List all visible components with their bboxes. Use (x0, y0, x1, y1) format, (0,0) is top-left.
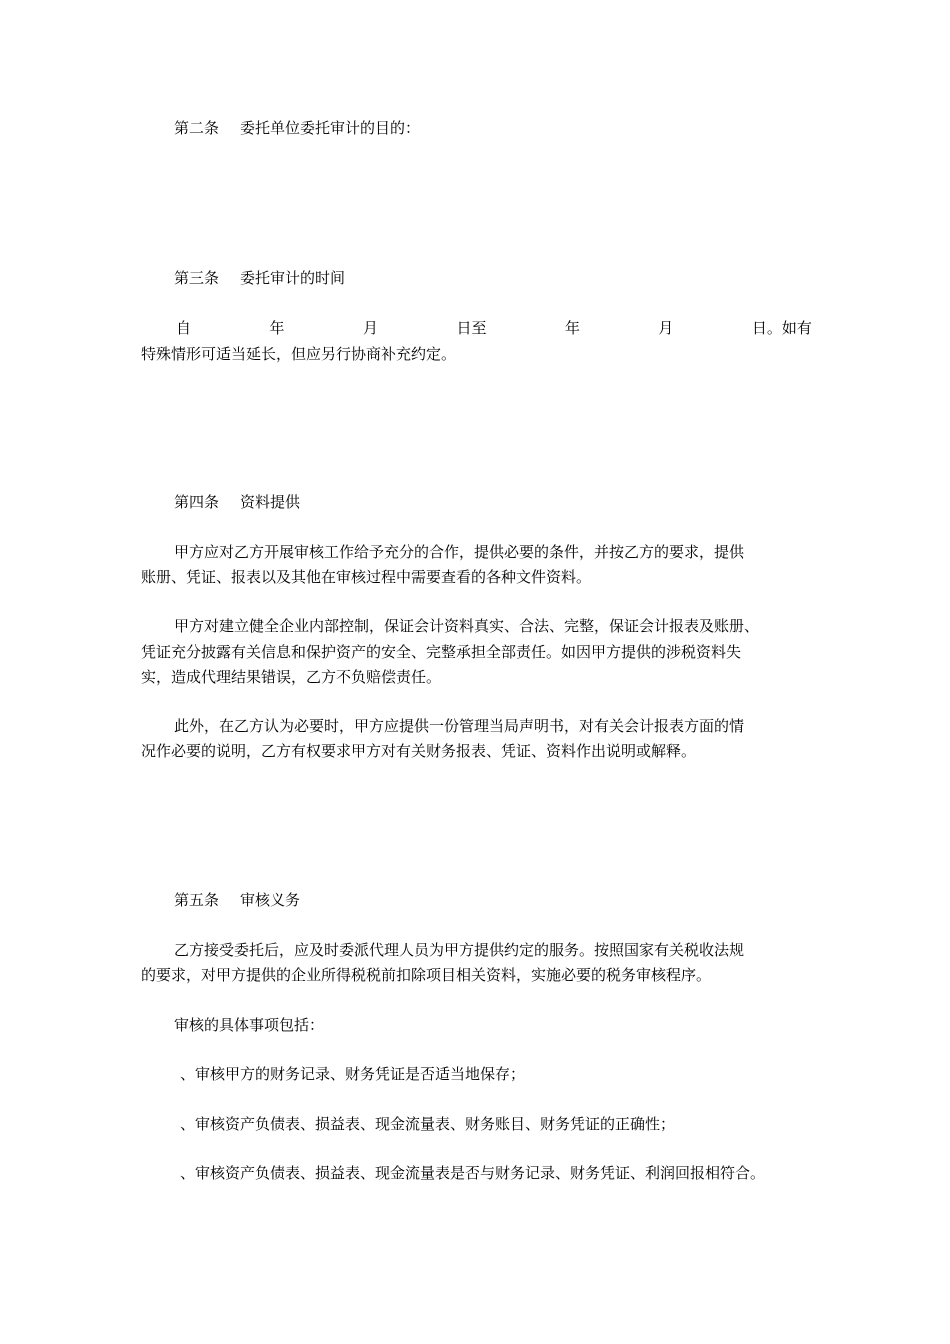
article-3-number: 第三条 (174, 269, 220, 287)
article-2-heading (174, 118, 814, 138)
article-4-paragraph-2-line-1: 甲方对建立健全企业内部控制，保证会计资料真实、合法、完整，保证会计报表及账册、 (174, 617, 760, 635)
date-token: 月 (658, 319, 674, 337)
article-5-heading (174, 890, 814, 910)
date-token: 月 (362, 319, 378, 337)
list-item: 、审核资产负债表、损益表、现金流量表、财务账目、财务凭证的正确性； (180, 1115, 676, 1133)
article-3-extension-text: 特殊情形可适当延长，但应另行协商补充约定。 (141, 345, 457, 363)
article-5-title: 审核义务 (240, 891, 301, 909)
article-4-number: 第四条 (174, 493, 220, 511)
article-4-heading (174, 492, 814, 512)
date-token: 日。如有 (751, 319, 812, 337)
list-item: 、审核甲方的财务记录、财务凭证是否适当地保存； (180, 1065, 526, 1083)
article-4-paragraph-3-line-1: 此外，在乙方认为必要时，甲方应提供一份管理当局声明书，对有关会计报表方面的情 (174, 717, 745, 735)
article-2-title: 委托单位委托审计的目的： (240, 119, 421, 137)
article-5-paragraph-1-line-2: 的要求，对甲方提供的企业所得税税前扣除项目相关资料，实施必要的税务审核程序。 (141, 966, 712, 984)
article-4-paragraph-2-line-3: 实，造成代理结果错误，乙方不负赔偿责任。 (141, 668, 442, 686)
article-4-paragraph-2-line-2: 凭证充分披露有关信息和保护资产的安全、完整承担全部责任。如因甲方提供的涉税资料失 (141, 643, 742, 661)
article-5-number: 第五条 (174, 891, 220, 909)
article-3-heading (174, 268, 814, 288)
date-token: 年 (269, 319, 285, 337)
date-token: 年 (564, 319, 580, 337)
article-4-paragraph-1-line-2: 账册、凭证、报表以及其他在审核过程中需要查看的各种文件资料。 (141, 568, 592, 586)
article-5-paragraph-1-line-1: 乙方接受委托后，应及时委派代理人员为甲方提供约定的服务。按照国家有关税收法规 (174, 941, 745, 959)
date-token: 自 (176, 319, 192, 337)
article-3-date-range (176, 318, 812, 338)
article-3-title: 委托审计的时间 (240, 269, 346, 287)
article-4-paragraph-1-line-1: 甲方应对乙方开展审核工作给予充分的合作，提供必要的条件，并按乙方的要求，提供 (174, 543, 745, 561)
article-2-number: 第二条 (174, 119, 220, 137)
date-token: 日至 (456, 319, 487, 337)
article-4-paragraph-3-line-2: 况作必要的说明，乙方有权要求甲方对有关财务报表、凭证、资料作出说明或解释。 (141, 742, 697, 760)
list-item: 、审核资产负债表、损益表、现金流量表是否与财务记录、财务凭证、利润回报相符合。 (180, 1164, 766, 1182)
article-5-paragraph-2: 审核的具体事项包括： (174, 1016, 325, 1034)
article-4-title: 资料提供 (240, 493, 301, 511)
